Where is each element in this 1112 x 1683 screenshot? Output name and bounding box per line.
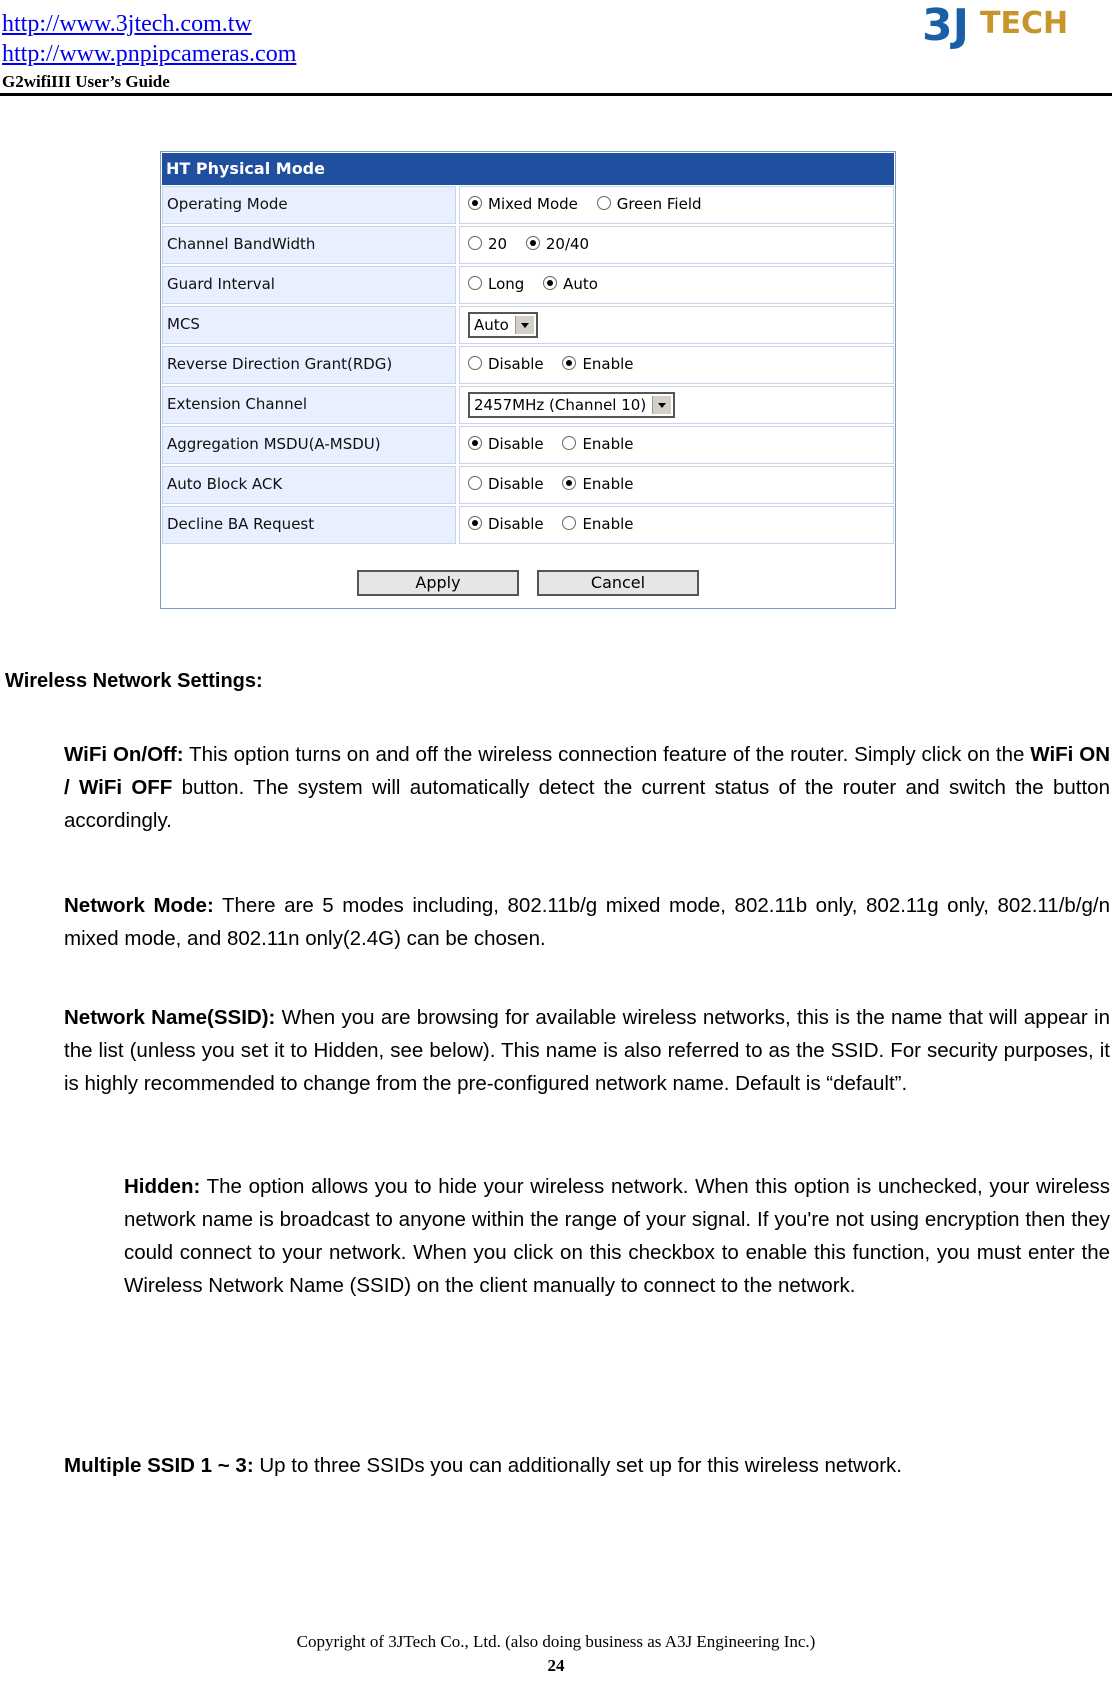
row-amsdu <box>162 426 894 464</box>
row-label: Operating Mode <box>162 186 456 224</box>
cancel-button[interactable]: Cancel <box>537 570 699 596</box>
radio-unchecked-icon <box>468 276 482 290</box>
radio-rdg-enable[interactable]: Enable <box>562 355 633 373</box>
header-rule <box>0 93 1112 96</box>
row-label: Decline BA Request <box>162 506 456 544</box>
radio-ack-enable[interactable]: Enable <box>562 475 633 493</box>
radio-mixed-mode[interactable]: Mixed Mode <box>468 195 578 213</box>
radio-unchecked-icon <box>562 436 576 450</box>
radio-unchecked-icon <box>468 356 482 370</box>
operating-mode-options <box>459 186 894 224</box>
header-link-3jtech[interactable]: http://www.3jtech.com.tw <box>2 11 252 37</box>
row-label: Extension Channel <box>162 386 456 424</box>
radio-checked-icon <box>562 476 576 490</box>
ht-physical-mode-panel <box>160 151 896 609</box>
extension-channel-value <box>459 386 894 424</box>
header-link-pnpipcameras[interactable]: http://www.pnpipcameras.com <box>2 41 297 67</box>
paragraph-multiple-ssid: Multiple SSID 1 ~ 3: Up to three SSIDs you can additionally set up for this wireless network. <box>64 1454 903 1477</box>
row-channel-bandwidth <box>162 226 894 264</box>
radio-checked-icon <box>562 356 576 370</box>
row-rdg <box>162 346 894 384</box>
radio-20-40[interactable]: 20/40 <box>526 235 589 253</box>
auto-block-ack-options <box>459 466 894 504</box>
copyright-footer: Copyright of 3JTech Co., Ltd. (also doing business as A3J Engineering Inc.) <box>296 1632 816 1651</box>
amsdu-options <box>459 426 894 464</box>
rdg-options <box>459 346 894 384</box>
mcs-value <box>459 306 894 344</box>
apply-button[interactable]: Apply <box>357 570 519 596</box>
row-label: MCS <box>162 306 456 344</box>
row-mcs <box>162 306 894 344</box>
decline-ba-options <box>459 506 894 544</box>
radio-rdg-disable[interactable]: Disable <box>468 355 544 373</box>
guard-interval-options <box>459 266 894 304</box>
radio-ba-disable[interactable]: Disable <box>468 515 544 533</box>
logo-tech-text: TECH <box>980 6 1069 41</box>
guide-title: G2wifiIII User’s Guide <box>2 72 170 91</box>
paragraph-ssid: Network Name(SSID): When you are browsing for available wireless networks, this is the name that will appear in the list (unless you set it to Hidden, see below). This name is also referred to as the SSID. For security purposes, it is highly recommended to change from the pre-configured network name. Default is “default”. <box>64 1006 1110 1095</box>
dropdown-arrow-icon <box>652 396 671 414</box>
mcs-select[interactable]: Auto <box>468 312 538 338</box>
logo-3j-text: 3J <box>922 0 969 51</box>
row-label: Channel BandWidth <box>162 226 456 264</box>
paragraph-network-mode: Network Mode: There are 5 modes including, 802.11b/g mixed mode, 802.11b only, 802.11g only, 802.11/b/g/n mixed mode, and 802.11n only(2.4G) can be chosen. <box>64 894 1110 950</box>
radio-20[interactable]: 20 <box>468 235 507 253</box>
radio-ba-enable[interactable]: Enable <box>562 515 633 533</box>
row-extension-channel <box>162 386 894 424</box>
radio-checked-icon <box>468 516 482 530</box>
row-label: Auto Block ACK <box>162 466 456 504</box>
radio-ack-disable[interactable]: Disable <box>468 475 544 493</box>
radio-amsdu-enable[interactable]: Enable <box>562 435 633 453</box>
radio-unchecked-icon <box>468 236 482 250</box>
radio-amsdu-disable[interactable]: Disable <box>468 435 544 453</box>
section-title: Wireless Network Settings: <box>5 670 263 692</box>
row-auto-block-ack <box>162 466 894 504</box>
paragraph-wifi: WiFi On/Off: This option turns on and off the wireless connection feature of the router. Simply click on the WiFi ON / WiFi OFF button. The system will automatically detect the current status of the router and switch the button accordingly. <box>64 743 1110 832</box>
row-label: Guard Interval <box>162 266 456 304</box>
radio-checked-icon <box>526 236 540 250</box>
row-label: Reverse Direction Grant(RDG) <box>162 346 456 384</box>
dropdown-arrow-icon <box>515 316 534 334</box>
radio-auto[interactable]: Auto <box>543 275 598 293</box>
row-operating-mode <box>162 186 894 224</box>
radio-unchecked-icon <box>468 476 482 490</box>
panel-title: HT Physical Mode <box>162 153 894 185</box>
paragraph-hidden: Hidden: The option allows you to hide your wireless network. When this option is unchecked, your wireless network name is broadcast to anyone within the range of your signal. If you're not using encryption then they could connect to your network. When you click on this checkbox to enable this function, you must enter the Wireless Network Name (SSID) on the client manually to connect to the network. <box>124 1175 1110 1297</box>
row-guard-interval <box>162 266 894 304</box>
extension-channel-select[interactable]: 2457MHz (Channel 10) <box>468 392 675 418</box>
radio-unchecked-icon <box>562 516 576 530</box>
radio-checked-icon <box>468 436 482 450</box>
radio-green-field[interactable]: Green Field <box>597 195 702 213</box>
3jtech-logo <box>922 0 1069 58</box>
row-decline-ba <box>162 506 894 544</box>
row-label: Aggregation MSDU(A-MSDU) <box>162 426 456 464</box>
radio-long[interactable]: Long <box>468 275 524 293</box>
radio-checked-icon <box>543 276 557 290</box>
radio-unchecked-icon <box>597 196 611 210</box>
bandwidth-options <box>459 226 894 264</box>
page-number: 24 <box>547 1656 565 1675</box>
radio-checked-icon <box>468 196 482 210</box>
